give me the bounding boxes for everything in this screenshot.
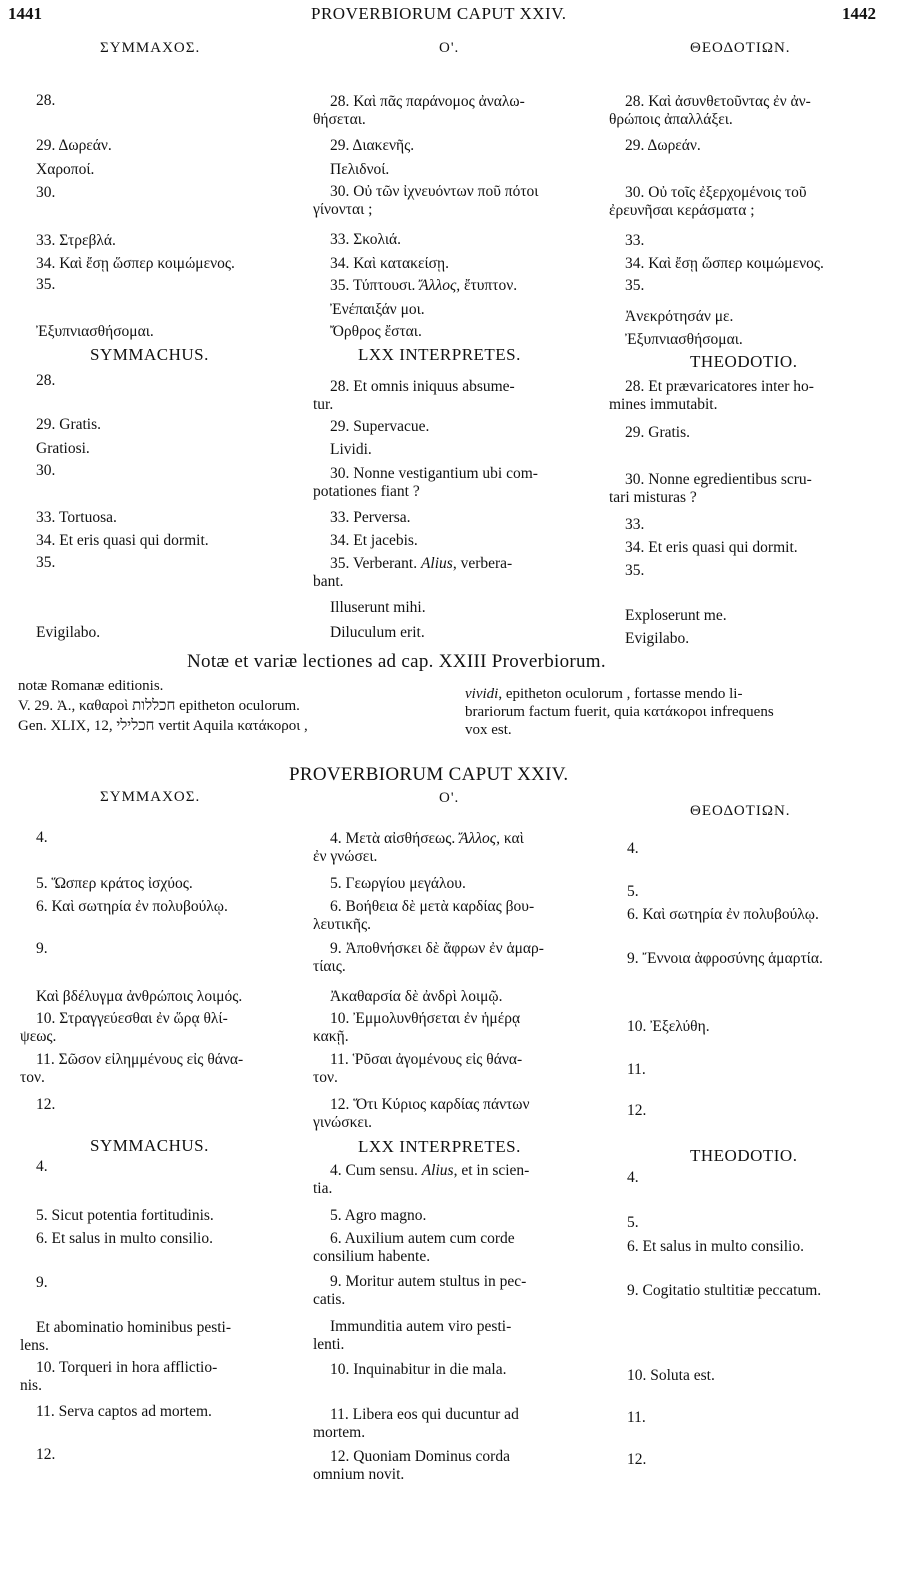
- verse-line: Καὶ βδέλυγμα ἀνθρώποις λοιμός.: [36, 988, 243, 1005]
- verse-line: Χαροποί.: [36, 161, 95, 178]
- page-number-left: 1441: [8, 4, 42, 23]
- verse-line: 34. Et jacebis.: [330, 532, 418, 549]
- verse-line: 29. Gratis.: [36, 416, 102, 433]
- verse-line: 28.: [36, 372, 56, 389]
- verse-line: ἐρευνῆσαι κεράσματα ;: [609, 202, 755, 219]
- verse-line: 12.: [627, 1451, 647, 1468]
- verse-line: 9. Ἀποθνήσκει δὲ ἄφρων ἐν ἁμαρ-: [330, 940, 544, 957]
- verse-line: Immunditia autem viro pesti-: [330, 1318, 512, 1335]
- column-header-symmachus-greek: ΣΥΜΜΑΧΟΣ.: [100, 40, 201, 56]
- verse-line: 11. Serva captos ad mortem.: [36, 1403, 212, 1420]
- column-header-lxx-latin: LXX INTERPRETES.: [358, 1137, 521, 1156]
- verse-line: 9. Cogitatio stultitiæ peccatum.: [627, 1282, 822, 1299]
- verse-line: 11. Σῶσον εἰλημμένους εἰς θάνα-: [36, 1051, 244, 1068]
- column-header-lxx-greek: O'.: [439, 790, 460, 806]
- verse-line: 9.: [36, 1274, 48, 1291]
- verse-line: mines immutabit.: [609, 396, 718, 413]
- verse-line: 5.: [627, 883, 639, 900]
- verse-line: 30. Nonne vestigantium ubi com-: [330, 465, 538, 482]
- verse-line: 5.: [627, 1214, 639, 1231]
- verse-line: γινώσκει.: [313, 1114, 372, 1131]
- verse-line: lenti.: [313, 1336, 345, 1353]
- verse-line: Ὄρθρος ἔσται.: [330, 323, 422, 340]
- note-line: vox est.: [465, 722, 512, 738]
- verse-line: 4. Μετὰ αἰσθήσεως. Ἄλλος, καὶ: [330, 830, 524, 847]
- verse-line: 28. Καὶ ἀσυνθετοῦντας ἐν ἀν-: [625, 93, 811, 110]
- verse-line: 33. Σκολιά.: [330, 231, 401, 248]
- note-line: V. 29. Ἀ., καθαροὶ חכללות epitheton oculorum.: [18, 698, 300, 714]
- verse-line: 35. Verberant. Alius, verbera-: [330, 555, 513, 572]
- verse-line: θήσεται.: [313, 111, 366, 128]
- verse-line: 5. Sicut potentia fortitudinis.: [36, 1207, 214, 1224]
- verse-line: 30. Οὐ τῶν ἰχνευόντων ποῦ πότοι: [330, 183, 539, 200]
- verse-line: 6. Καὶ σωτηρία ἐν πολυβούλῳ.: [627, 906, 819, 923]
- verse-line: 30.: [36, 184, 56, 201]
- verse-line: 5. Agro magno.: [330, 1207, 427, 1224]
- verse-line: Et abominatio hominibus pesti-: [36, 1319, 232, 1336]
- verse-line: Ἐνέπαιξάν μοι.: [330, 301, 425, 318]
- verse-line: 35. Τύπτουσι. Ἄλλος, ἔτυπτον.: [330, 277, 518, 294]
- verse-line: Ἐξυπνιασθήσομαι.: [36, 323, 154, 340]
- verse-line: consilium habente.: [313, 1248, 431, 1265]
- verse-line: 12. Ὅτι Κύριος καρδίας πάντων: [330, 1096, 530, 1113]
- verse-line: 33.: [625, 232, 645, 249]
- verse-line: 29. Δωρεάν.: [625, 137, 701, 154]
- column-header-lxx-greek: O'.: [439, 40, 460, 56]
- verse-line: τον.: [313, 1069, 338, 1086]
- verse-line: 10. Ἐξελύθη.: [627, 1018, 710, 1035]
- verse-line: 12. Quoniam Dominus corda: [330, 1448, 510, 1465]
- column-header-theodotion-greek: ΘΕΟΔΟΤΙΩΝ.: [690, 803, 791, 819]
- verse-line: Evigilabo.: [36, 624, 101, 641]
- verse-line: Πελιδνοί.: [330, 161, 390, 178]
- column-header-symmachus-greek: ΣΥΜΜΑΧΟΣ.: [100, 789, 201, 805]
- verse-line: 11.: [627, 1409, 646, 1426]
- verse-line: 10. Inquinabitur in die mala.: [330, 1361, 507, 1378]
- verse-line: 10. Στραγγεύεσθαι ἐν ὥρᾳ θλί-: [36, 1010, 228, 1027]
- verse-line: 29. Gratis.: [625, 424, 691, 441]
- column-header-symmachus-latin: SYMMACHUS.: [90, 1136, 209, 1155]
- verse-line: Evigilabo.: [625, 630, 690, 647]
- column-header-theodotion-greek: ΘΕΟΔΟΤΙΩΝ.: [690, 40, 791, 56]
- verse-line: 35.: [625, 277, 645, 294]
- verse-line: 30. Οὐ τοῖς ἐξερχομένοις τοῦ: [625, 184, 807, 201]
- verse-line: Gratiosi.: [36, 440, 90, 457]
- verse-line: 6. Et salus in multo consilio.: [627, 1238, 804, 1255]
- verse-line: ψεως.: [20, 1028, 57, 1045]
- verse-line: 6. Βοήθεια δὲ μετὰ καρδίας βου-: [330, 898, 535, 915]
- verse-line: 4.: [627, 840, 639, 857]
- verse-line: omnium novit.: [313, 1466, 405, 1483]
- verse-line: 28. Et omnis iniquus absume-: [330, 378, 515, 395]
- verse-line: ἐν γνώσει.: [313, 848, 378, 865]
- verse-line: 9. Ἔννοια ἀφροσύνης ἁμαρτία.: [627, 950, 823, 967]
- verse-line: nis.: [20, 1377, 42, 1394]
- verse-line: 33.: [625, 516, 645, 533]
- note-line: brariorum factum fuerit, quia κατάκοροι infrequens: [465, 704, 774, 720]
- verse-line: 9. Moritur autem stultus in pec-: [330, 1273, 527, 1290]
- verse-line: 28. Et prævaricatores inter ho-: [625, 378, 814, 395]
- verse-line: tia.: [313, 1180, 333, 1197]
- verse-line: Illuserunt mihi.: [330, 599, 426, 616]
- verse-line: 33. Perversa.: [330, 509, 411, 526]
- verse-line: 11.: [627, 1061, 646, 1078]
- verse-line: 34. Et eris quasi qui dormit.: [625, 539, 798, 556]
- verse-line: 35.: [625, 562, 645, 579]
- verse-line: 4.: [36, 829, 48, 846]
- verse-line: 11. Libera eos qui ducuntur ad: [330, 1406, 519, 1423]
- verse-line: γίνονται ;: [313, 201, 373, 218]
- verse-line: Ἐξυπνιασθήσομαι.: [625, 331, 743, 348]
- verse-line: 12.: [627, 1102, 647, 1119]
- verse-line: 10. Torqueri in hora afflictio-: [36, 1359, 218, 1376]
- note-line: notæ Romanæ editionis.: [18, 678, 164, 694]
- verse-line: mortem.: [313, 1424, 366, 1441]
- note-line: vividi, epitheton oculorum , fortasse mendo li-: [465, 686, 743, 702]
- note-line: Gen. XLIX, 12, חכלילי vertit Aquila κατάκοροι ,: [18, 718, 308, 734]
- verse-line: λευτικῆς.: [313, 916, 372, 933]
- verse-line: 4.: [627, 1169, 639, 1186]
- verse-line: θρώποις ἀπαλλάξει.: [609, 111, 733, 128]
- verse-line: Exploserunt me.: [625, 607, 727, 624]
- verse-line: 29. Διακενῆς.: [330, 137, 415, 154]
- verse-line: κακῇ.: [313, 1028, 349, 1045]
- verse-line: Ἀκαθαρσία δὲ ἀνδρὶ λοιμῷ.: [330, 988, 503, 1005]
- verse-line: 34. Et eris quasi qui dormit.: [36, 532, 209, 549]
- verse-line: 30. Nonne egredientibus scru-: [625, 471, 812, 488]
- verse-line: 5. Γεωργίου μεγάλου.: [330, 875, 466, 892]
- verse-line: τον.: [20, 1069, 45, 1086]
- verse-line: 6. Auxilium autem cum corde: [330, 1230, 515, 1247]
- verse-line: 9.: [36, 940, 48, 957]
- page-number-right: 1442: [842, 4, 876, 23]
- verse-line: 4.: [36, 1158, 48, 1175]
- verse-line: 6. Καὶ σωτηρία ἐν πολυβούλῳ.: [36, 898, 228, 915]
- verse-line: 35.: [36, 276, 56, 293]
- verse-line: 34. Καὶ ἔσῃ ὥσπερ κοιμώμενος.: [36, 255, 235, 272]
- verse-line: 5. Ὥσπερ κράτος ἰσχύος.: [36, 875, 193, 892]
- verse-line: 11. Ῥῦσαι ἀγομένους εἰς θάνα-: [330, 1051, 523, 1068]
- verse-line: potationes fiant ?: [313, 483, 420, 500]
- column-header-symmachus-latin: SYMMACHUS.: [90, 345, 209, 364]
- column-header-theodotion-latin: THEODOTIO.: [690, 1146, 798, 1165]
- verse-line: 33. Tortuosa.: [36, 509, 117, 526]
- verse-line: 12.: [36, 1096, 56, 1113]
- verse-line: 33. Στρεβλά.: [36, 232, 116, 249]
- verse-line: 30.: [36, 462, 56, 479]
- verse-line: 34. Καὶ ἔσῃ ὥσπερ κοιμώμενος.: [625, 255, 824, 272]
- verse-line: 10. Ἐμμολυνθήσεται ἐν ἡμέρᾳ: [330, 1010, 521, 1027]
- verse-line: tari misturas ?: [609, 489, 697, 506]
- verse-line: 28.: [36, 92, 56, 109]
- verse-line: 10. Soluta est.: [627, 1367, 715, 1384]
- verse-line: 29. Δωρεάν.: [36, 137, 112, 154]
- column-header-lxx-latin: LXX INTERPRETES.: [358, 345, 521, 364]
- verse-line: 29. Supervacue.: [330, 418, 430, 435]
- verse-line: Diluculum erit.: [330, 624, 425, 641]
- column-header-theodotion-latin: THEODOTIO.: [690, 352, 798, 371]
- verse-line: 28. Καὶ πᾶς παράνομος ἀναλω-: [330, 93, 525, 110]
- verse-line: bant.: [313, 573, 344, 590]
- verse-line: lens.: [20, 1337, 49, 1354]
- notes-title: Notæ et variæ lectiones ad cap. XXIII Proverbiorum.: [187, 651, 606, 672]
- verse-line: 4. Cum sensu. Alius, et in scien-: [330, 1162, 530, 1179]
- verse-line: 35.: [36, 554, 56, 571]
- verse-line: Lividi.: [330, 441, 372, 458]
- running-title: PROVERBIORUM CAPUT XXIV.: [311, 4, 567, 23]
- verse-line: tur.: [313, 396, 334, 413]
- verse-line: 34. Καὶ κατακείσῃ.: [330, 255, 450, 272]
- verse-line: Ἀνεκρότησάν με.: [625, 308, 734, 325]
- verse-line: 6. Et salus in multo consilio.: [36, 1230, 213, 1247]
- verse-line: 12.: [36, 1446, 56, 1463]
- chapter-title: PROVERBIORUM CAPUT XXIV.: [289, 764, 569, 785]
- verse-line: τίαις.: [313, 958, 346, 975]
- verse-line: catis.: [313, 1291, 346, 1308]
